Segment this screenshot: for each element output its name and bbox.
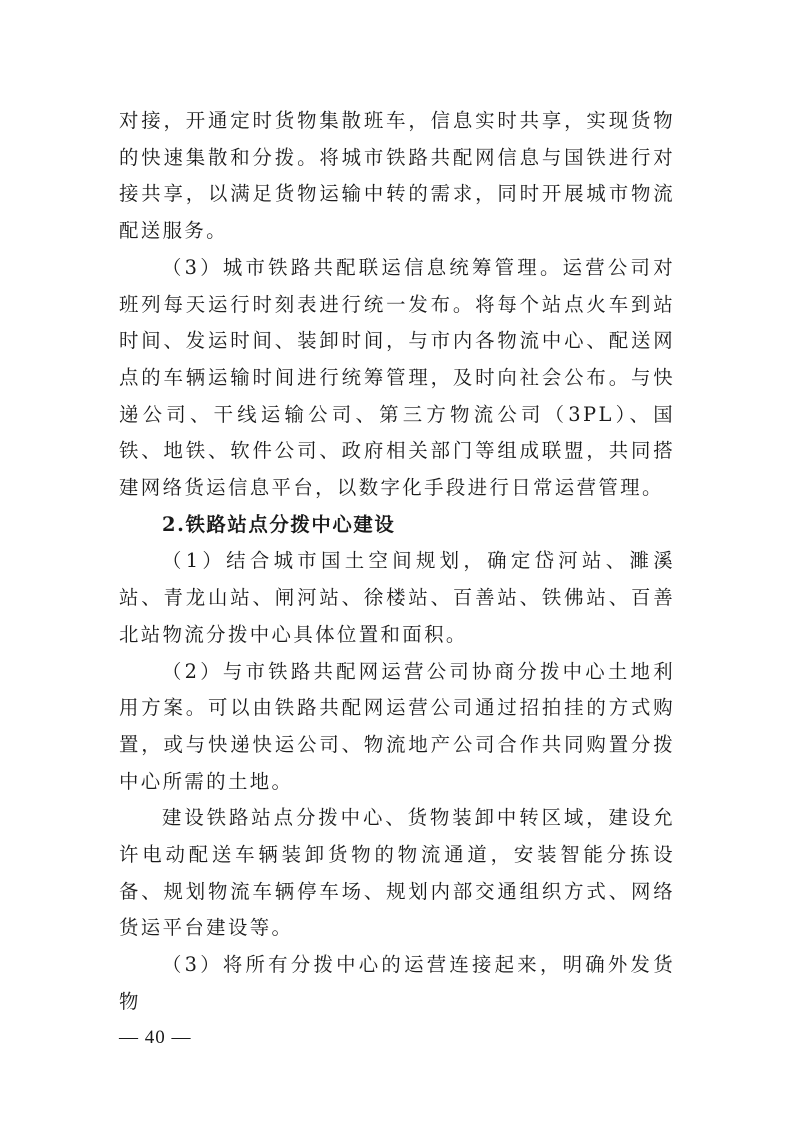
section-heading: 2.铁路站点分拨中心建设: [162, 512, 396, 536]
paragraph-operations: （3）将所有分拨中心的运营连接起来，明确外发货物: [119, 953, 675, 1013]
page-number: — 40 —: [119, 1027, 192, 1048]
paragraph-land-use: （2）与市铁路共配网运营公司协商分拨中心土地利用方案。可以由铁路共配网运营公司通过招拍挂的方式购置，或与快递快运公司、物流地产公司合作共同购置分拨中心所需的土地。: [119, 659, 675, 793]
paragraph-continuation: 对接，开通定时货物集散班车，信息实时共享，实现货物的快速集散和分拨。将城市铁路共配网信息与国铁进行对接共享，以满足货物运输中转的需求，同时开展城市物流配送服务。: [119, 109, 675, 243]
paragraph-station-locations: （1）结合城市国土空间规划，确定岱河站、濉溪站、青龙山站、闸河站、徐楼站、百善站、铁佛站、百善北站物流分拨中心具体位置和面积。: [119, 549, 675, 646]
paragraph-construction: 建设铁路站点分拨中心、货物装卸中转区域，建设允许电动配送车辆装卸货物的物流通道，安装智能分拣设备、规划物流车辆停车场、规划内部交通组织方式、网络货运平台建设等。: [119, 806, 675, 940]
body-text: [119, 103, 675, 1021]
paragraph-info-management: （3）城市铁路共配联运信息统筹管理。运营公司对班列每天运行时刻表进行统一发布。将每个站点火车到站时间、发运时间、装卸时间，与市内各物流中心、配送网点的车辆运输时间进行统筹管理，及时向社会公布。与快递公司、干线运输公司、第三方物流公司（3PL）、国铁、地铁、软件公司、政府相关部门等组成联盟，共同搭建网络货运信息平台，以数字化手段进行日常运营管理。: [119, 255, 675, 500]
